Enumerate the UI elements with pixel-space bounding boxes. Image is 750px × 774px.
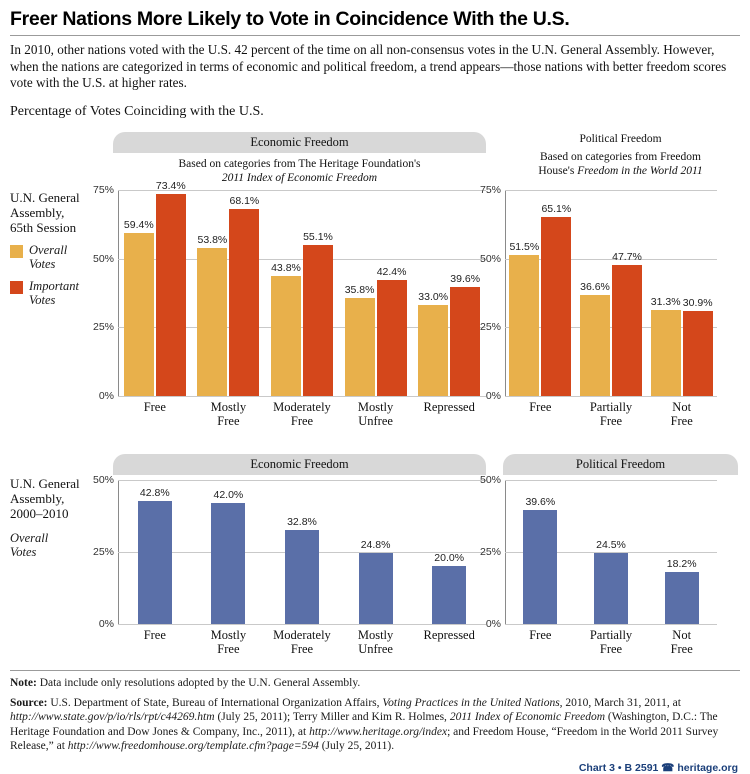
x-axis-category-line: Mostly <box>357 400 394 414</box>
bar-group <box>576 190 647 396</box>
credit-site: heritage.org <box>677 761 738 774</box>
panel-band-economic-2: Economic Freedom <box>113 454 486 475</box>
plot-political-decade <box>479 474 717 630</box>
x-axis-category-line: Free <box>290 642 314 656</box>
bar-value-label: 30.9% <box>682 297 713 310</box>
panel-pol-65th <box>503 132 738 180</box>
bar-value-label: 73.4% <box>155 180 186 193</box>
x-axis-category-line: Mostly <box>357 628 394 642</box>
legend-overall-line2: Votes <box>29 257 56 271</box>
bar-group <box>118 180 192 396</box>
x-axis-category-line: Free <box>217 414 240 428</box>
note-label: Note: <box>10 677 37 689</box>
y-axis-tick-label: 0% <box>485 390 501 402</box>
x-axis-category-line: Unfree <box>358 414 393 428</box>
bar <box>271 261 301 396</box>
deck-text: In 2010, other nations voted with the U.S. 42 percent of the time on all non-consensus votes in the U.N. General Assembly. However, when the nations are categorized in terms of economic and political freedom, a trend appears—those nations with better freedom scores vote with the U.S. at higher rates. <box>10 42 727 90</box>
x-axis-category-line: Free <box>599 642 623 656</box>
y-axis-tick-label: 0% <box>98 618 114 630</box>
x-axis-category-label <box>505 400 576 428</box>
panel-subtitle-economic-line1: Based on categories from The Heritage Foundation's <box>178 158 421 170</box>
bar <box>580 281 610 396</box>
y-axis-tick-label: 75% <box>92 184 114 196</box>
bars-container <box>505 480 717 624</box>
source-text-3: (July 25, 2011); Terry Miller and Kim R. Holmes, <box>214 711 450 723</box>
panel-band-political-2: Political Freedom <box>503 454 738 475</box>
row2-caption-line1: U.N. General Assembly, <box>10 476 80 506</box>
bar <box>594 539 628 624</box>
x-axis-category-label <box>505 628 576 656</box>
bar-group <box>192 480 266 624</box>
source-text-2: 2010, March 31, 2011, at <box>562 696 681 709</box>
source-italic-4: http://www.heritage.org/index <box>309 725 448 738</box>
gridline <box>505 624 717 625</box>
bar-value-label: 32.8% <box>287 515 317 528</box>
source-italic-1: Voting Practices in the United Nations, <box>382 696 563 709</box>
legend-important-text <box>29 279 79 307</box>
x-axis-category-label <box>192 628 266 656</box>
xlabels-economic-decade <box>118 628 486 656</box>
gridline <box>118 624 486 625</box>
y-axis-tick-label: 25% <box>92 321 114 334</box>
x-axis-category-line: Partially <box>589 628 633 642</box>
credit-chart-number: Chart 3 • B 2591 <box>578 761 659 774</box>
y-axis-tick-label: 50% <box>92 474 114 486</box>
source-italic-2: http://www.state.gov/p/io/rls/rpt/c44269.htm <box>10 711 215 723</box>
bar <box>229 194 260 396</box>
footer-divider <box>10 670 740 671</box>
bar-value-label: 68.1% <box>229 194 260 207</box>
legend-swatch-important-icon <box>10 281 23 294</box>
bar-group <box>505 190 576 396</box>
y-axis-tick-label: 75% <box>479 184 501 196</box>
bar-value-label: 31.3% <box>650 296 681 309</box>
row1-caption-line1: U.N. General Assembly, <box>10 190 80 220</box>
bars-container <box>118 180 486 396</box>
bar <box>344 283 375 396</box>
x-axis-category-label <box>576 628 647 656</box>
x-axis-category-line: Not <box>672 628 692 642</box>
x-axis-category-line: Free <box>599 414 623 428</box>
bar <box>197 234 228 396</box>
x-axis-category-line: Free <box>290 414 314 428</box>
bar-value-label: 18.2% <box>666 557 697 570</box>
source-label: Source: <box>10 696 48 709</box>
legend-overall-line1: Overall <box>29 243 68 257</box>
bar-group <box>646 480 717 624</box>
x-axis-category-line: Not <box>672 400 692 414</box>
x-axis-category-line: Free <box>670 414 693 428</box>
bar-value-label: 33.0% <box>418 291 449 304</box>
phone-icon: ☎ <box>661 761 675 774</box>
panel-econ-decade <box>113 454 486 475</box>
y-axis-tick-label: 0% <box>98 390 114 402</box>
x-axis-category-label <box>339 628 413 656</box>
panel-band-political-label: Political Freedom <box>579 133 662 145</box>
bar-group <box>192 190 266 396</box>
bar-group <box>118 480 192 624</box>
legend-overall-text <box>29 243 67 271</box>
bar-group <box>265 190 339 396</box>
source-text-5: ; and Freedom House, “Freedom in the World 2011 Survey Release,” at <box>10 725 719 752</box>
x-axis-category-line: Partially <box>589 400 633 414</box>
panel-subtitle-political <box>503 148 738 180</box>
bar <box>303 230 333 396</box>
bar-value-label: 35.8% <box>344 283 375 296</box>
bar <box>650 296 681 396</box>
bar-value-label: 65.1% <box>541 203 572 216</box>
x-axis-category-label <box>265 628 339 656</box>
x-axis-category-label <box>265 400 339 428</box>
x-axis-category-line: Unfree <box>358 642 393 656</box>
bar-value-label: 51.5% <box>509 240 540 253</box>
bars-container <box>505 190 717 396</box>
bar-value-label: 59.4% <box>123 218 154 231</box>
y-axis-tick-label: 25% <box>479 546 501 558</box>
x-axis-category-label <box>412 628 486 656</box>
note-text: Data include only resolutions adopted by the U.N. General Assembly. <box>36 677 361 689</box>
plot-economic-65th <box>92 180 486 402</box>
title-divider <box>10 35 740 36</box>
legend-swatch-overall-icon <box>10 245 23 258</box>
y-axis-tick-label: 50% <box>479 474 501 486</box>
bar-group <box>505 480 576 624</box>
row2-legend-line1: Overall <box>10 531 49 545</box>
x-axis-category-label <box>646 400 717 428</box>
bar-group <box>576 480 647 624</box>
row2-caption-line2: 2000–2010 <box>10 506 69 521</box>
source-text-1: U.S. Department of State, Bureau of International Organization Affairs, <box>47 696 383 709</box>
x-axis-category-label <box>576 400 647 428</box>
bar <box>155 180 186 396</box>
bar-value-label: 42.8% <box>139 486 170 499</box>
bar <box>682 297 713 396</box>
x-axis-category-label <box>646 628 717 656</box>
y-axis-tick-label: 50% <box>479 252 501 265</box>
bar-group <box>339 190 413 396</box>
plot-economic-decade <box>92 474 486 630</box>
x-axis-category-line: Free <box>529 628 552 642</box>
bar <box>432 552 466 624</box>
source-italic-5: http://www.freedomhouse.org/template.cfm?page=594 <box>67 740 319 752</box>
bar <box>285 515 319 624</box>
bar <box>523 495 557 624</box>
plot-political-65th <box>479 184 717 402</box>
bar <box>665 557 699 624</box>
bar <box>123 218 154 396</box>
bar-group <box>339 480 413 624</box>
legend-important-line1: Important <box>29 279 79 293</box>
bar <box>211 489 245 624</box>
x-axis-category-line: Free <box>529 400 552 414</box>
bar <box>376 265 407 396</box>
bar-value-label: 39.6% <box>525 495 556 508</box>
x-axis-category-line: Moderately <box>273 400 331 414</box>
xlabels-economic-65th <box>118 400 486 428</box>
gridline <box>118 396 486 397</box>
bar-value-label: 24.5% <box>596 539 626 552</box>
x-axis-category-label <box>118 400 192 428</box>
panel-band-economic: Economic Freedom <box>113 132 486 153</box>
bar-value-label: 24.8% <box>360 538 391 551</box>
xlabels-political-65th <box>505 400 717 428</box>
bar-value-label: 55.1% <box>303 230 333 243</box>
bar <box>418 291 449 396</box>
x-axis-category-line: Free <box>217 642 240 656</box>
footer <box>8 664 742 774</box>
bar-group <box>265 480 339 624</box>
x-axis-category-line: Mostly <box>210 400 247 414</box>
source-text-6: (July 25, 2011). <box>318 740 395 752</box>
gridline <box>505 396 717 397</box>
x-axis-category-label <box>192 400 266 428</box>
chart-page <box>0 8 750 774</box>
bar-value-label: 20.0% <box>434 552 465 565</box>
panel-band-political <box>503 132 738 148</box>
page-title: Freer Nations More Likely to Vote in Coincidence With the U.S. <box>10 8 570 30</box>
bar <box>359 538 393 624</box>
bars-container <box>118 480 486 624</box>
x-axis-category-line: Free <box>143 628 166 642</box>
y-axis-tick-label: 25% <box>479 321 501 334</box>
bar-value-label: 39.6% <box>450 273 481 286</box>
x-axis-category-line: Free <box>670 642 693 656</box>
x-axis-category-label <box>118 628 192 656</box>
source-italic-3: 2011 Index of Economic Freedom <box>449 711 606 723</box>
x-axis-category-line: Mostly <box>210 628 247 642</box>
source-line <box>10 696 740 754</box>
panel-pol-decade <box>503 454 738 475</box>
credit-line <box>8 762 738 774</box>
panel-subtitle-political-line1: Based on categories from Freedom <box>540 151 701 163</box>
bar-value-label: 43.8% <box>271 261 301 274</box>
legend-important <box>10 279 110 307</box>
bar-value-label: 53.8% <box>197 234 228 247</box>
panel-econ-65th <box>113 132 486 187</box>
x-axis-category-line: Free <box>143 400 166 414</box>
bar <box>450 273 481 396</box>
panel-subtitle-political-line2b: Freedom in the World 2011 <box>577 165 703 177</box>
y-axis-tick-label: 25% <box>92 546 114 558</box>
x-axis-category-label <box>412 400 486 428</box>
legend-important-line2: Votes <box>29 293 56 307</box>
panel-subtitle-political-line2a: House's <box>538 165 578 177</box>
subhead-text: Percentage of Votes Coinciding with the U.S. <box>10 103 264 119</box>
x-axis-category-line: Repressed <box>423 628 475 642</box>
bar-value-label: 47.7% <box>612 250 642 263</box>
x-axis-category-line: Repressed <box>423 400 475 414</box>
bar <box>138 486 172 624</box>
panel-subtitle-economic-line2: 2011 Index of Economic Freedom <box>221 172 378 184</box>
bar-value-label: 36.6% <box>580 281 610 294</box>
bar-group <box>412 190 486 396</box>
y-axis-tick-label: 0% <box>485 618 501 630</box>
xlabels-political-decade <box>505 628 717 656</box>
x-axis-category-label <box>339 400 413 428</box>
source-text-4: (Washington, D.C.: The Heritage Foundation and Dow Jones & Company, Inc., 2011), at <box>10 711 718 738</box>
x-axis-category-line: Moderately <box>273 628 331 642</box>
row1-caption <box>10 190 110 307</box>
row1-caption-line2: 65th Session <box>10 220 77 235</box>
y-axis-tick-label: 50% <box>92 252 114 265</box>
bar-value-label: 42.4% <box>376 265 407 278</box>
note-line <box>10 676 740 691</box>
bar-value-label: 42.0% <box>213 489 244 502</box>
bar-group <box>646 190 717 396</box>
bar <box>541 203 572 396</box>
bar <box>612 250 642 396</box>
row2-legend-line2: Votes <box>10 545 37 559</box>
bar <box>509 240 540 396</box>
